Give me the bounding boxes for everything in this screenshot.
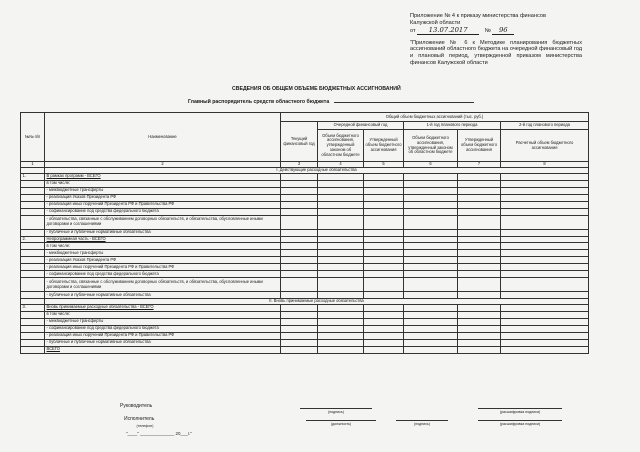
row-number-empty <box>21 264 45 271</box>
value-cell[interactable] <box>281 243 318 250</box>
value-cell[interactable] <box>281 187 318 194</box>
main-manager-text: Главный распорядитель средств областного бюджета <box>188 99 330 105</box>
value-cell[interactable] <box>364 208 404 215</box>
row-number-empty <box>21 201 45 208</box>
row-label: - реализация иных поручений Президента РФ и Правительства РФ <box>45 201 281 208</box>
row-number-empty <box>21 208 45 215</box>
value-cell[interactable] <box>318 311 364 318</box>
value-cell[interactable] <box>281 292 318 299</box>
value-cell[interactable] <box>364 311 404 318</box>
col-number: 1 <box>21 162 45 168</box>
value-cell[interactable] <box>458 346 501 353</box>
value-cell[interactable] <box>364 194 404 201</box>
row-label: - софинансирование под средства федерального бюджета <box>45 325 281 332</box>
value-cell[interactable] <box>281 180 318 187</box>
row-label: - межбюджетные трансферты <box>45 318 281 325</box>
value-cell[interactable] <box>458 339 501 346</box>
value-cell[interactable] <box>318 180 364 187</box>
head-sign-caption: (подпись) <box>328 410 344 414</box>
value-cell[interactable] <box>364 346 404 353</box>
order-header <box>410 13 582 66</box>
table-row <box>21 208 589 215</box>
row-number-empty <box>21 311 45 318</box>
value-cell[interactable] <box>501 208 589 215</box>
value-cell[interactable] <box>281 229 318 236</box>
table-row <box>21 229 589 236</box>
budget-table <box>20 112 589 354</box>
row-number-empty <box>21 229 45 236</box>
col-number: 6 <box>404 162 458 168</box>
value-cell[interactable] <box>458 278 501 292</box>
current-year-header: Текущий финансовый год <box>281 122 318 162</box>
row-number-empty <box>21 215 45 229</box>
table-row <box>21 187 589 194</box>
value-cell[interactable] <box>404 250 458 257</box>
value-cell[interactable] <box>364 243 404 250</box>
value-cell[interactable] <box>318 264 364 271</box>
row-label: - обязательства, связанные с обслуживанием договорных обязательств, и обязательства, обусловленные иными договорами и соглашениями <box>45 215 281 229</box>
table-header-row-1 <box>21 113 589 122</box>
value-cell[interactable] <box>458 318 501 325</box>
appendix-text: "Приложение № 6 к Методике планирования бюджетных ассигнований областного бюджета на очередной финансовый год и плановый период, утвержденной приказом министерства финансов Калужской области <box>410 39 582 66</box>
row-number-empty <box>21 257 45 264</box>
value-cell[interactable] <box>364 318 404 325</box>
number-label: № <box>484 28 491 35</box>
value-cell[interactable] <box>501 332 589 339</box>
table-row <box>21 180 589 187</box>
document-title: СВЕДЕНИЯ ОБ ОБЩЕМ ОБЪЕМЕ БЮДЖЕТНЫХ АССИГНОВАНИЙ <box>232 86 401 92</box>
table-row <box>21 278 589 292</box>
col-name-header: Наименование <box>45 113 281 162</box>
value-cell[interactable] <box>318 201 364 208</box>
col-number: 2 <box>45 162 281 168</box>
executor-decode-line <box>478 420 562 421</box>
row-number-empty <box>21 346 45 353</box>
row-number: 1. <box>21 174 45 181</box>
row-number-empty <box>21 325 45 332</box>
row-label: - реализация Указов Президента РФ <box>45 194 281 201</box>
value-cell[interactable] <box>281 278 318 292</box>
table-row <box>21 257 589 264</box>
value-cell[interactable] <box>501 229 589 236</box>
value-cell[interactable] <box>404 194 458 201</box>
next-year-header: Очередной финансовый год <box>318 122 404 130</box>
head-sign-line <box>300 408 372 409</box>
value-cell[interactable] <box>458 271 501 278</box>
value-cell[interactable] <box>281 201 318 208</box>
order-number-value: 96 <box>492 27 514 35</box>
value-cell[interactable] <box>318 250 364 257</box>
value-cell[interactable] <box>458 187 501 194</box>
table-row <box>21 325 589 332</box>
grand-total-row <box>21 346 589 353</box>
row-label: - софинансирование под средства федерального бюджета <box>45 208 281 215</box>
row-number-empty <box>21 339 45 346</box>
approved-obj-p1-header: Утвержденный объем бюджетного ассигнования <box>458 130 501 162</box>
value-cell[interactable] <box>318 215 364 229</box>
value-cell[interactable] <box>501 346 589 353</box>
order-header-line2: Калужской области <box>410 19 461 26</box>
value-cell[interactable] <box>318 318 364 325</box>
value-cell[interactable] <box>404 325 458 332</box>
plan1-header: 1-й год планового периода <box>404 122 501 130</box>
value-cell[interactable] <box>458 215 501 229</box>
value-cell[interactable] <box>318 271 364 278</box>
value-cell[interactable] <box>501 194 589 201</box>
value-cell[interactable] <box>404 339 458 346</box>
row-label: - публичные и публичные нормативные обязательства <box>45 292 281 299</box>
value-cell[interactable] <box>318 292 364 299</box>
value-cell[interactable] <box>404 292 458 299</box>
value-cell[interactable] <box>501 201 589 208</box>
section-title: I. Действующие расходные обязательства <box>45 168 589 174</box>
approved-law-p1-header: Объем бюджетного ассигнования, утвержденный законом об областном бюджете <box>404 130 458 162</box>
table-row <box>21 264 589 271</box>
head-label: Руководитель <box>120 403 153 409</box>
value-cell[interactable] <box>501 311 589 318</box>
row-number-empty <box>21 187 45 194</box>
approved-law-header: Объем бюджетного ассигнования, утвержденный законом об областном бюджете <box>318 130 364 162</box>
value-cell[interactable] <box>458 311 501 318</box>
value-cell[interactable] <box>364 229 404 236</box>
value-cell[interactable] <box>364 201 404 208</box>
row-label: - реализация иных поручений Президента РФ и Правительства РФ <box>45 264 281 271</box>
value-cell[interactable] <box>364 257 404 264</box>
row-number: 2. <box>21 236 45 243</box>
col-number: 3 <box>281 162 318 168</box>
row-label: - межбюджетные трансферты <box>45 187 281 194</box>
order-date-value: 13.07.2017 <box>417 27 479 35</box>
row-number-empty <box>21 194 45 201</box>
value-cell[interactable] <box>364 325 404 332</box>
value-cell[interactable] <box>281 346 318 353</box>
value-cell[interactable] <box>281 318 318 325</box>
group-title: Непрограммная часть - ВСЕГО <box>45 236 281 243</box>
row-label: в том числе: <box>45 180 281 187</box>
value-cell[interactable] <box>501 278 589 292</box>
value-cell[interactable] <box>501 325 589 332</box>
value-cell[interactable] <box>318 278 364 292</box>
value-cell[interactable] <box>364 264 404 271</box>
value-cell[interactable] <box>404 229 458 236</box>
value-cell[interactable] <box>318 346 364 353</box>
value-cell[interactable] <box>318 339 364 346</box>
col-number: 8 <box>501 162 589 168</box>
table-row <box>21 271 589 278</box>
table-row <box>21 250 589 257</box>
value-cell[interactable] <box>281 264 318 271</box>
col-number: 5 <box>364 162 404 168</box>
col-number: 4 <box>318 162 364 168</box>
value-cell[interactable] <box>404 208 458 215</box>
value-cell[interactable] <box>364 339 404 346</box>
value-cell[interactable] <box>458 180 501 187</box>
table-row <box>21 311 589 318</box>
value-cell[interactable] <box>404 215 458 229</box>
value-cell[interactable] <box>458 292 501 299</box>
row-label: - обязательства, связанные с обслуживанием договорных обязательств, и обязательства, обусловленные иными договорами и соглашениями <box>45 278 281 292</box>
row-label: в том числе: <box>45 243 281 250</box>
value-cell[interactable] <box>501 215 589 229</box>
value-cell[interactable] <box>364 271 404 278</box>
table-row <box>21 194 589 201</box>
value-cell[interactable] <box>458 194 501 201</box>
table-row <box>21 243 589 250</box>
row-label: - публичные и публичные нормативные обязательства <box>45 339 281 346</box>
value-cell[interactable] <box>404 257 458 264</box>
value-cell[interactable] <box>364 187 404 194</box>
value-cell[interactable] <box>281 311 318 318</box>
value-cell[interactable] <box>458 325 501 332</box>
row-number-empty <box>21 271 45 278</box>
value-cell[interactable] <box>501 250 589 257</box>
executor-label: Исполнитель <box>124 416 155 422</box>
value-cell[interactable] <box>458 332 501 339</box>
date-line: "____" ______________ 20___г." <box>126 431 192 436</box>
executor-position-line <box>306 420 376 421</box>
order-date-row <box>410 27 582 35</box>
value-cell[interactable] <box>281 257 318 264</box>
value-cell[interactable] <box>501 243 589 250</box>
value-cell[interactable] <box>501 271 589 278</box>
row-number-empty <box>21 180 45 187</box>
row-label: - реализация иных поручений Президента РФ и Правительства РФ <box>45 332 281 339</box>
row-number-empty <box>21 278 45 292</box>
value-cell[interactable] <box>501 180 589 187</box>
table-row <box>21 292 589 299</box>
value-cell[interactable] <box>318 194 364 201</box>
table-row <box>21 215 589 229</box>
table-row <box>21 318 589 325</box>
value-cell[interactable] <box>404 180 458 187</box>
value-cell[interactable] <box>501 264 589 271</box>
table-row <box>21 332 589 339</box>
row-label: - софинансирование под средства федерального бюджета <box>45 271 281 278</box>
value-cell[interactable] <box>501 187 589 194</box>
value-cell[interactable] <box>404 332 458 339</box>
value-cell[interactable] <box>404 271 458 278</box>
value-cell[interactable] <box>458 264 501 271</box>
head-decode-caption: (расшифровка подписи) <box>499 410 541 414</box>
approved-obj-header: Утвержденный объем бюджетного ассигнования <box>364 130 404 162</box>
row-number-empty <box>21 292 45 299</box>
main-manager-field <box>334 102 474 103</box>
row-label: - межбюджетные трансферты <box>45 250 281 257</box>
table-row <box>21 201 589 208</box>
value-cell[interactable] <box>404 243 458 250</box>
value-cell[interactable] <box>364 332 404 339</box>
value-cell[interactable] <box>364 180 404 187</box>
executor-decode-caption: (расшифровка подписи) <box>499 422 541 426</box>
value-cell[interactable] <box>281 271 318 278</box>
value-cell[interactable] <box>281 325 318 332</box>
value-cell[interactable] <box>458 243 501 250</box>
value-cell[interactable] <box>404 318 458 325</box>
section-title: II. Вновь принимаемые расходные обязательства <box>45 299 589 305</box>
col-num-header: №№ п/п <box>21 113 45 162</box>
value-cell[interactable] <box>458 257 501 264</box>
value-cell[interactable] <box>404 264 458 271</box>
row-number-empty <box>21 332 45 339</box>
value-cell[interactable] <box>318 187 364 194</box>
head-decode-line <box>478 408 562 409</box>
order-header-line1: Приложение № 4 к приказу министерства финансов <box>410 13 546 19</box>
plan2-header: 2-й год планового периода <box>501 122 589 130</box>
value-cell[interactable] <box>501 257 589 264</box>
row-number: 3. <box>21 305 45 312</box>
row-number-empty <box>21 250 45 257</box>
value-cell[interactable] <box>458 229 501 236</box>
value-cell[interactable] <box>318 332 364 339</box>
value-cell[interactable] <box>364 292 404 299</box>
value-cell[interactable] <box>318 229 364 236</box>
row-label: в том числе: <box>45 311 281 318</box>
table-row <box>21 339 589 346</box>
value-cell[interactable] <box>404 278 458 292</box>
value-cell[interactable] <box>364 278 404 292</box>
executor-sign-caption: (подпись) <box>414 422 430 426</box>
group-title: В рамках программ - ВСЕГО <box>45 174 281 181</box>
group-title: Вновь принимаемые расходные обязательства - ВСЕГО <box>45 305 281 312</box>
value-cell[interactable] <box>364 215 404 229</box>
value-cell[interactable] <box>501 318 589 325</box>
from-label: от <box>410 28 416 35</box>
value-cell[interactable] <box>501 339 589 346</box>
row-label: - реализация Указов Президента РФ <box>45 257 281 264</box>
value-cell[interactable] <box>501 292 589 299</box>
value-cell[interactable] <box>458 208 501 215</box>
row-label: - публичные и публичные нормативные обязательства <box>45 229 281 236</box>
phone-caption: (телефон) <box>136 424 154 428</box>
value-cell[interactable] <box>318 243 364 250</box>
calc-p2-header: Расчетный объем бюджетного ассигнования <box>501 130 589 162</box>
executor-position-caption: (должность) <box>330 422 352 426</box>
value-cell[interactable] <box>281 250 318 257</box>
row-number-empty <box>21 318 45 325</box>
value-cell[interactable] <box>458 201 501 208</box>
value-cell[interactable] <box>458 250 501 257</box>
value-cell[interactable] <box>318 208 364 215</box>
executor-sign-line <box>396 420 448 421</box>
value-cell[interactable] <box>281 194 318 201</box>
value-cell[interactable] <box>281 215 318 229</box>
value-cell[interactable] <box>404 311 458 318</box>
value-cell[interactable] <box>364 250 404 257</box>
total-group-header: Общий объем бюджетных ассигнований (тыс. руб.) <box>281 113 589 122</box>
value-cell[interactable] <box>318 257 364 264</box>
col-number: 7 <box>458 162 501 168</box>
grand-total-label: ВСЕГО <box>45 346 281 353</box>
value-cell[interactable] <box>404 346 458 353</box>
value-cell[interactable] <box>281 208 318 215</box>
value-cell[interactable] <box>318 325 364 332</box>
value-cell[interactable] <box>281 339 318 346</box>
row-number-empty <box>21 243 45 250</box>
value-cell[interactable] <box>281 332 318 339</box>
value-cell[interactable] <box>404 187 458 194</box>
value-cell[interactable] <box>404 201 458 208</box>
main-manager-label <box>188 99 474 105</box>
